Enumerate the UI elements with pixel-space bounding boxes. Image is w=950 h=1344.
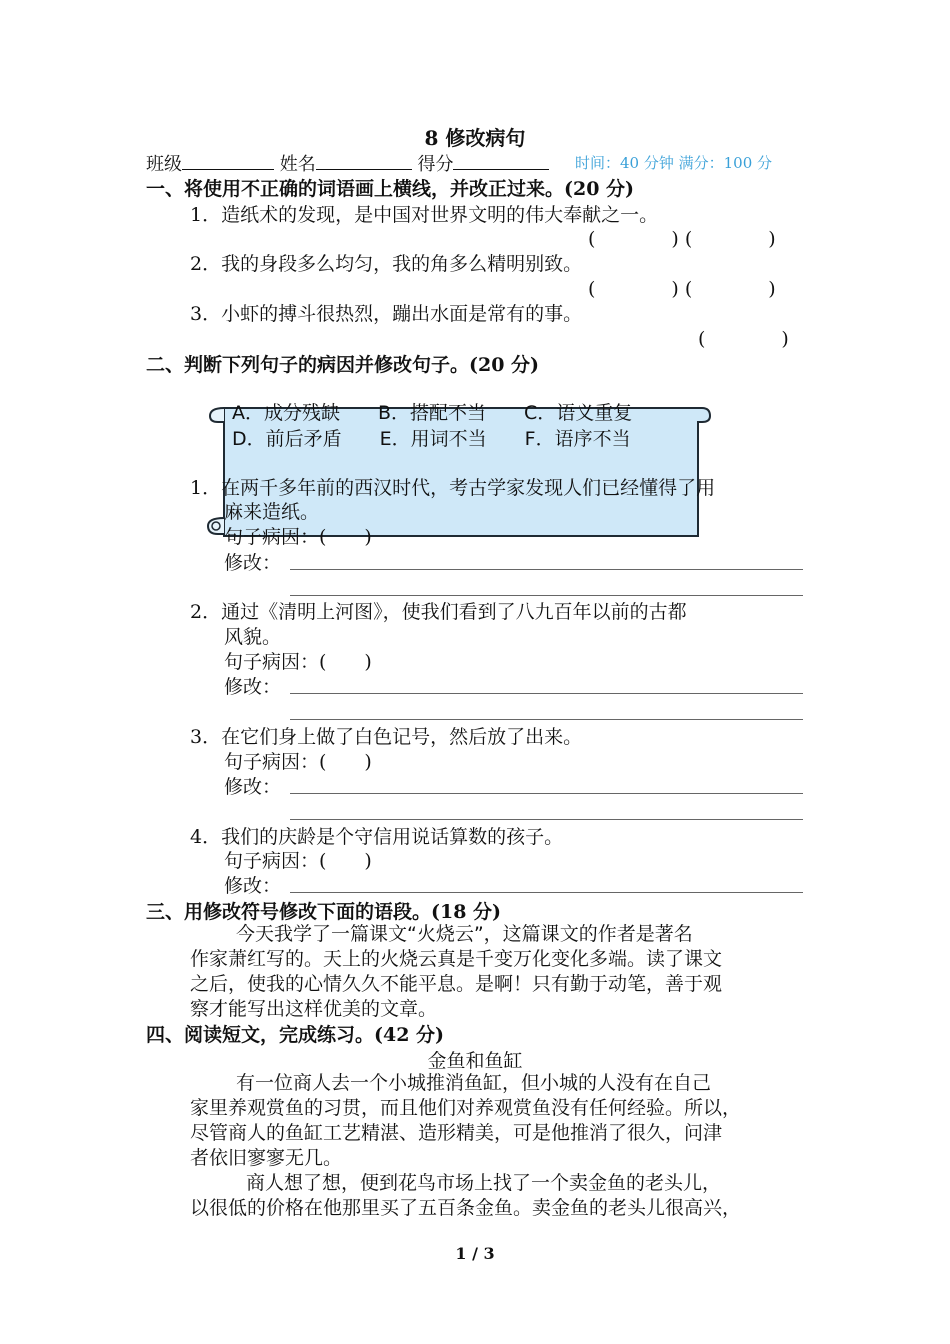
score-blank[interactable] [453, 153, 549, 170]
s2-fix-label-4: 修改： [224, 875, 282, 897]
s2-question-1: 1．在两千多年前的西汉时代，考古学家发现人们已经懂得了用 [190, 477, 716, 499]
s2-question-2: 2．通过《清明上河图》，使我们看到了八九百年以前的古都 [190, 601, 687, 623]
passage-line: 以很低的价格在他那里买了五百条金鱼。卖金鱼的老头儿很高兴， [190, 1197, 742, 1219]
passage-title: 金鱼和鱼缸 [427, 1050, 523, 1072]
class-label: 班级 [146, 154, 182, 175]
name-label: 姓名 [279, 154, 316, 175]
s2-reason-3[interactable]: 句子病因：( ) [224, 751, 372, 773]
s1-answer-1[interactable]: ( ) ( ) [588, 228, 776, 250]
s1-question-3: 3．小虾的搏斗很热烈，蹦出水面是常有的事。 [190, 303, 583, 325]
time-info: 时间：40 分钟 满分：100 分 [575, 154, 773, 172]
s3-paragraph-line: 察才能写出这样优美的文章。 [190, 998, 438, 1020]
page-number: 1 / 3 [455, 1244, 495, 1263]
option-row-2: D．前后矛盾 E．用词不当 F．语序不当 [232, 428, 631, 450]
answer-line[interactable] [290, 819, 803, 820]
s1-question-2: 2．我的身段多么均匀，我的角多么精明别致。 [190, 253, 583, 275]
score-label: 得分 [417, 154, 454, 175]
s2-fix-label-1: 修改： [224, 552, 282, 574]
s3-paragraph-line: 作家萧红写的。天上的火烧云真是千变万化变化多端。读了课文 [190, 948, 723, 970]
passage-line: 商人想了想，便到花鸟市场上找了一个卖金鱼的老头儿， [246, 1172, 722, 1194]
s2-reason-1[interactable]: 句子病因：( ) [224, 526, 372, 548]
passage-line: 家里养观赏鱼的习贯，而且他们对养观赏鱼没有任何经验。所以， [190, 1097, 742, 1119]
name-blank[interactable] [316, 153, 412, 170]
s3-paragraph-line: 今天我学了一篇课文“火烧云”，这篇课文的作者是著名 [236, 923, 693, 945]
answer-line[interactable] [290, 693, 803, 694]
s3-paragraph-line: 之后，使我的心情久久不能平息。是啊！只有勤于动笔，善于观 [190, 973, 723, 995]
s2-question-3: 3．在它们身上做了白色记号，然后放了出来。 [190, 726, 583, 748]
answer-line[interactable] [290, 719, 803, 720]
answer-line[interactable] [290, 595, 803, 596]
page-title: 8 修改病句 [424, 126, 526, 150]
class-blank[interactable] [182, 153, 274, 170]
passage-line: 尽管商人的鱼缸工艺精湛、造形精美，可是他推消了很久，问津 [190, 1122, 723, 1144]
s1-answer-3[interactable]: ( ) [698, 328, 789, 350]
passage-line: 者依旧寥寥无几。 [190, 1147, 343, 1169]
s2-reason-2[interactable]: 句子病因：( ) [224, 651, 372, 673]
s2-question-2-cont: 风貌。 [224, 626, 282, 648]
passage-line: 有一位商人去一个小城推消鱼缸，但小城的人没有在自己 [236, 1072, 712, 1094]
s2-fix-label-2: 修改： [224, 676, 282, 698]
answer-line[interactable] [290, 569, 803, 570]
answer-line[interactable] [290, 793, 803, 794]
s2-question-4: 4．我们的庆龄是个守信用说话算数的孩子。 [190, 826, 564, 848]
s2-fix-label-3: 修改： [224, 776, 282, 798]
s1-answer-2[interactable]: ( ) ( ) [588, 278, 776, 300]
option-row-1: A．成分残缺 B．搭配不当 C．语义重复 [232, 402, 633, 424]
s1-question-1: 1．造纸术的发现，是中国对世界文明的伟大奉献之一。 [190, 204, 659, 226]
section2-heading: 二、判断下列句子的病因并修改句子。(20 分) [146, 354, 540, 376]
s2-question-1-cont: 麻来造纸。 [224, 501, 320, 523]
section3-heading: 三、用修改符号修改下面的语段。(18 分) [146, 901, 502, 923]
section4-heading: 四、阅读短文，完成练习。(42 分) [146, 1024, 445, 1046]
s2-reason-4[interactable]: 句子病因：( ) [224, 850, 372, 872]
answer-line[interactable] [290, 892, 803, 893]
student-info-line [146, 150, 549, 176]
section1-heading: 一、将使用不正确的词语画上横线，并改正过来。(20 分) [146, 178, 635, 200]
